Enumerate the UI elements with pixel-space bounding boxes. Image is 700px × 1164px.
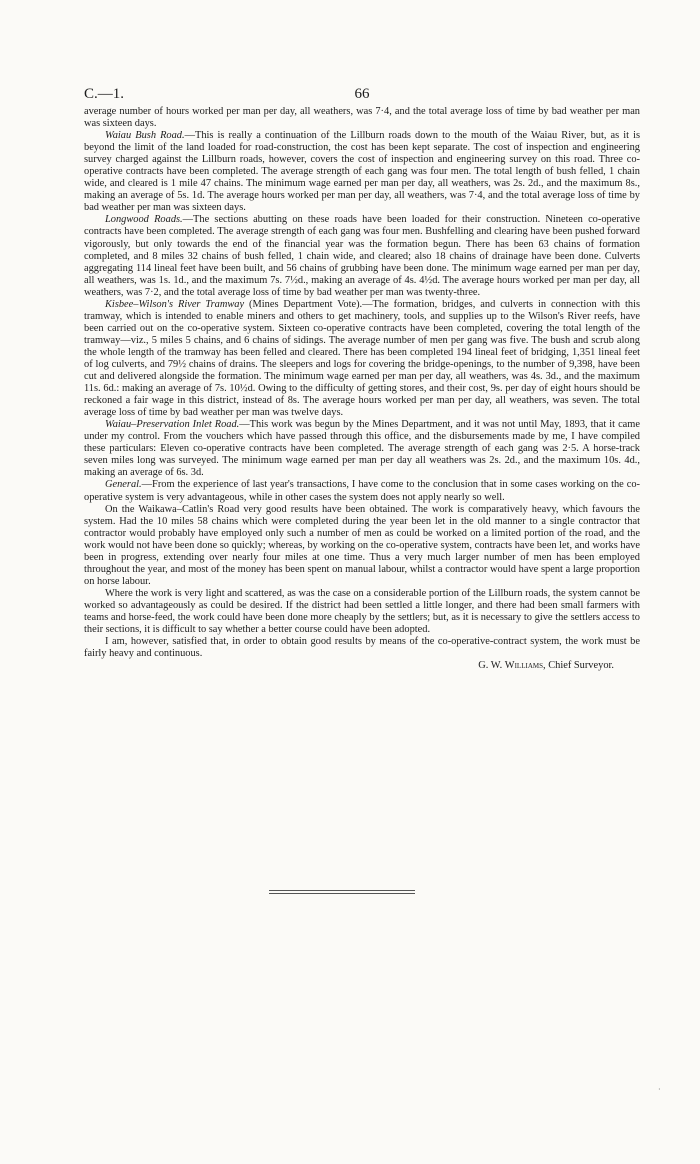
paragraph-waiau-preservation — [84, 419, 640, 479]
paragraph-lead: General. — [105, 479, 142, 491]
paragraph-lead: Waiau–Preservation Inlet Road. — [105, 419, 240, 431]
paragraph-text: —From the experience of last year's transactions, I have come to the conclusion that in some cases working on the co-operative system is very advantageous, while in other cases the system does not apply nearly so well. — [84, 479, 640, 503]
signature-surname: Williams — [504, 660, 543, 672]
paragraph-text: —This work was begun by the Mines Department, and it was not until May, 1893, that it came under my control. From the vouchers which have passed through this office, and the disbursements made by me, I have compiled these particulars: Eleven co-operative contracts have been completed. The average strength of each gang was 2·5. A horse-track seven miles long was surveyed. The minimum wage earned per man per day all weathers was 2s. 2d., and the maximum 10s. 4d., making an average of 6s. 3d. — [84, 419, 640, 479]
page-number: 66 — [354, 86, 370, 102]
paragraph-waikawa — [84, 504, 640, 588]
paragraph-text: On the Waikawa–Catlin's Road very good results have been obtained. The work is comparatively heavy, which favours the system. Had the 10 miles 58 chains which were completed during the year been let in the old manner to a single contractor that contractor would probably have employed only such a number of men as could be worked on a limited portion of the road, and the work would not have been done so quickly; whereas, by working on the co-operative system, contracts have been let, and works have been in progress, extending over nearly four miles at one time. Thus a very much larger number of men has been employed throughout the year, and most of the money has been spent on manual labour, whilst a contractor would have spent a large proportion on horse labour. — [84, 503, 640, 587]
separator-rule — [269, 890, 415, 891]
paragraph-light-work — [84, 588, 640, 636]
signature-title: , Chief Surveyor. — [543, 660, 614, 672]
page-header — [84, 86, 640, 106]
signature — [84, 660, 640, 672]
signature-initials: G. W. — [478, 660, 505, 672]
paragraph-kisbee-tramway — [84, 299, 640, 419]
paragraph-continuation — [84, 106, 640, 130]
paragraph-text: average number of hours worked per man per day, all weathers, was 7·4, and the total average loss of time by bad weather per man was sixteen days. — [84, 106, 640, 130]
paragraph-lead: Kisbee–Wilson's River Tramway — [105, 298, 245, 310]
paragraph-text: I am, however, satisfied that, in order to obtain good results by means of the co-operative-contract system, the work must be fairly heavy and continuous. — [84, 636, 640, 660]
paragraph-waiau-bush-road — [84, 130, 640, 214]
paragraph-lead: Waiau Bush Road. — [105, 130, 185, 142]
scan-mark: · — [658, 1085, 661, 1094]
paragraph-text: —The sections abutting on these roads have been loaded for their construction. Nineteen co-operative contracts have been completed. The average strength of each gang was four men. Bushfelling and clearing have been pushed forward vigorously, but only towards the end of the financial year was the formation begun. There has been 63 chains of formation completed, and 8 miles 32 chains of bush felled, 1 chain wide, and cleared; also 18 chains of drainage have been done. Culverts aggregating 114 lineal feet have been built, and 56 chains of grubbing have been done. The minimum wage earned per man per day, all weathers, was 1s. 1d., and the maximum 7s. 7½d., making an average of 4s. 4½d. The average hours worked per man per day, all weathers, was 7·2, and the total average loss of time by bad weather per man was twenty-three. — [84, 214, 640, 298]
paragraph-lead: Longwood Roads. — [105, 214, 183, 226]
paragraph-text: (Mines Department Vote).—The formation, bridges, and culverts in connection with this tramway, which is intended to enable miners and others to get machinery, tools, and supplies up to the Wilson's River reefs, have been carried out on the co-operative system. Sixteen co-operative contracts have been completed, covering the total length of the tramway—viz., 5 miles 5 chains, and 6 chains of sidings. The average number of men per gang was five. The bush and scrub along the whole length of the tramway has been felled and cleared. There has been completed 194 lineal feet of bridging, 1,351 lineal feet of log culverts, and 79½ chains of drains. The sleepers and logs for covering the bridge-openings, to the number of 9,398, have been cut and delivered alongside the formation. The minimum wage earned per man per day, all weathers, was 4s. 3d., and the maximum 11s. 6d.: making an average of 7s. 10½d. Owing to the difficulty of getting stores, and their cost, 9s. per day of eight hours should be reckoned a fair wage in this district, instead of 8s. The average hours worked per man per day, all weathers, was seven. The total average loss of time by bad weather per man was twelve days. — [84, 298, 640, 419]
document-code: C.—1. — [84, 86, 125, 102]
paragraph-closing — [84, 636, 640, 660]
body-text — [84, 106, 640, 672]
paragraph-general — [84, 479, 640, 503]
paragraph-text: Where the work is very light and scattered, as was the case on a considerable portion of the Lillburn roads, the system cannot be worked so advantageously as could be desired. If the district had been settled a little longer, and there had been small farmers with teams and horse-feed, the work could have been done more cheaply by the settlers; but, as it is necessary to give the settlers access to their sections, it is difficult to say whether a better course could have been adopted. — [84, 587, 640, 636]
paragraph-text: —This is really a continuation of the Lillburn roads down to the mouth of the Waiau River, but, as it is beyond the limit of the land loaded for road-construction, the cost has been kept separate. The cost of inspection and engineering survey charged against the Lillburn roads, however, covers the cost of inspection and engineering survey on this road. Three co-operative contracts have been completed. The average strength of each gang was four men. The total length of bush felled, 1 chain wide, and cleared is 1 mile 47 chains. The minimum wage earned per man per day, all weathers, was 2s. 2d., and the maximum 8s., making an average of 5s. 1d. The average hours worked per man per day, all weathers, was 7·4, and the total average loss of time by bad weather per man was sixteen days. — [84, 130, 640, 214]
paragraph-longwood-roads — [84, 214, 640, 298]
separator-rule — [269, 893, 415, 894]
